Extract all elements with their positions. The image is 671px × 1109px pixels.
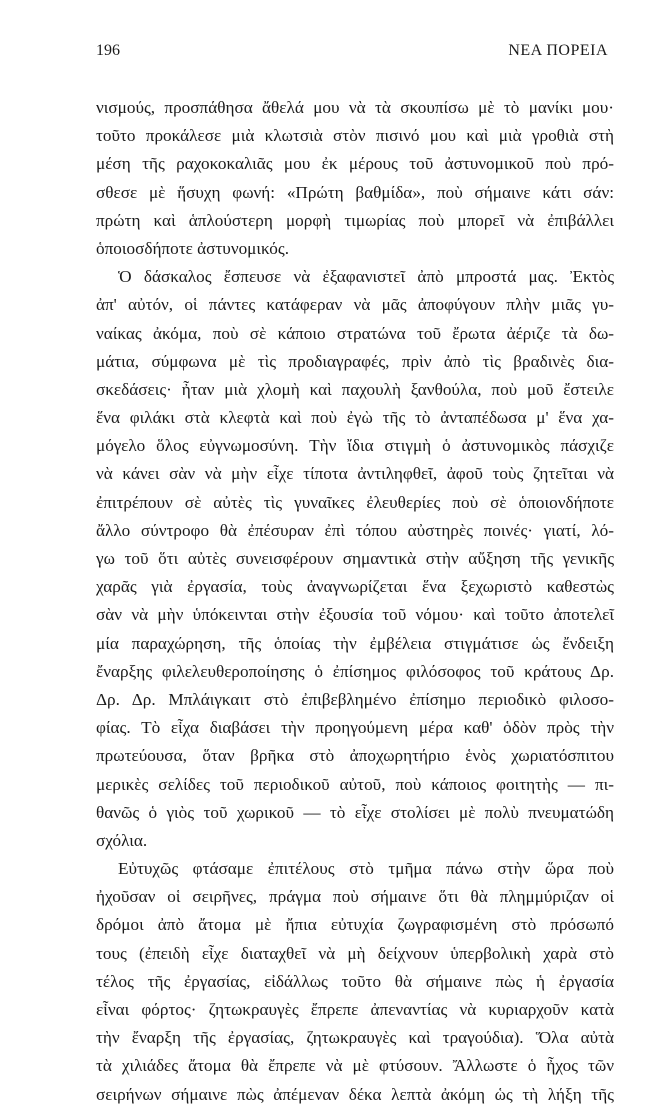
text-line: γω τοῦ ὅτι αὐτὲς συνεισφέρουν σημαντικὰ στὴν αὔξηση τῆς γενικῆς xyxy=(96,549,614,568)
text-line: θανῶς ὁ γιὸς τοῦ χωρικοῦ — τὸ εἶχε στολίσει μὲ πολὺ πνευματώδη xyxy=(96,802,614,822)
page-number: 196 xyxy=(96,42,120,59)
paragraph xyxy=(96,94,614,263)
text-line: μερικὲς σελίδες τοῦ περιοδικοῦ αὐτοῦ, ποὺ κάποιος φοιτητὴς — πι- xyxy=(96,774,614,794)
text-line: σειρήνων σήμαινε πὼς ἀπέμεναν δέκα λεπτὰ ἀκόμη ὡς τὴ λήξη τῆς xyxy=(96,1084,614,1104)
journal-title: ΝΕΑ ΠΟΡΕΙΑ xyxy=(508,42,608,59)
text-line: ὁποιοσδήποτε ἀστυνομικός. xyxy=(96,238,289,258)
text-line: Εὐτυχῶς φτάσαμε ἐπιτέλους στὸ τμῆμα πάνω στὴν ὥρα ποὺ xyxy=(118,859,614,879)
body-text xyxy=(96,94,614,1109)
text-line: ναίκας ἀκόμα, ποὺ σὲ κάποιο στρατώνα τοῦ ἔρωτα ἀέριζε τὰ δω- xyxy=(96,323,614,343)
text-line: ἔναρξης φιλελευθεροποίησης ὁ ἐπίσημος φιλόσοφος τοῦ κράτους Δρ. xyxy=(96,661,614,681)
text-line: σὰν νὰ μὴν ὑπόκεινται στὴν ἐξουσία τοῦ νόμου· καὶ τοῦτο ἀποτελεῖ xyxy=(96,605,614,625)
text-line: τὴν ἔναρξη τῆς ἐργασίας, ζητωκραυγὲς καὶ τραγούδια). Ὅλα αὐτὰ xyxy=(96,1028,614,1048)
text-line: μάτια, σύμφωνα μὲ τὶς προδιαγραφές, πρὶν ἀπὸ τὶς βραδινὲς δια- xyxy=(96,351,614,371)
paragraph xyxy=(96,855,614,1109)
text-line: σκεδάσεις· ἦταν μιὰ χλομὴ καὶ παχουλὴ ξανθούλα, ποὺ μοῦ ἔστειλε xyxy=(96,379,614,399)
text-line: νισμούς, προσπάθησα ἄθελά μου νὰ τὰ σκουπίσω μὲ τὸ μανίκι μου· xyxy=(96,98,614,117)
text-line: μόγελο ὅλος εὐγνωμοσύνη. Τὴν ἴδια στιγμὴ ὁ ἀστυνομικὸς πάσχιζε xyxy=(96,436,614,456)
text-line: χαρᾶς γιὰ ἐργασία, τοὺς ἀναγνωρίζεται ἕνα ξεχωριστὸ καθεστὼς xyxy=(96,577,614,597)
text-line: ἠχοῦσαν οἱ σειρῆνες, πράγμα ποὺ σήμαινε ὅτι θὰ πλημμύριζαν οἱ xyxy=(96,887,614,907)
text-line: τὰ χιλιάδες ἄτομα θὰ ἔπρεπε νὰ μὲ φτύσουν. Ἄλλωστε ὁ ἦχος τῶν xyxy=(96,1056,614,1076)
text-line: μία παραχώρηση, τῆς ὁποίας τὴν ἐμβέλεια στιγμάτισε ὡς ἔνδειξη xyxy=(96,633,614,653)
text-line: ἀπ' αὐτόν, οἱ πάντες κατάφεραν νὰ μᾶς ἀποφύγουν πλὴν μιᾶς γυ- xyxy=(96,295,614,315)
running-head xyxy=(96,42,608,64)
text-line: ἐπιτρέπουν σὲ αὐτὲς τὶς γυναῖκες ἐλευθερίες ποὺ σὲ ὁποιονδήποτε xyxy=(96,492,614,512)
text-line: σθεσε μὲ ἥσυχη φωνή: «Πρώτη βαθμίδα», ποὺ σήμαινε κάτι σάν: xyxy=(96,182,614,202)
text-line: μέση τῆς ραχοκοκαλιᾶς μου ἐκ μέρους τοῦ ἀστυνομικοῦ ποὺ πρό- xyxy=(96,154,614,174)
text-line: σχόλια. xyxy=(96,830,148,850)
paragraph xyxy=(96,263,614,855)
text-line: πρώτη καὶ ἁπλούστερη μορφὴ τιμωρίας ποὺ μπορεῖ νὰ ἐπιβάλλει xyxy=(96,210,614,230)
text-line: τοῦτο προκάλεσε μιὰ κλωτσιὰ στὸν πισινό μου καὶ μιὰ γροθιὰ στὴ xyxy=(96,126,614,146)
text-line: Δρ. Δρ. Μπλάιγκαιτ στὸ ἐπιβεβλημένο ἐπίσημο περιοδικὸ φιλοσο- xyxy=(96,689,614,709)
text-line: φίας. Τὸ εἶχα διαβάσει τὴν προηγούμενη μέρα καθ' ὁδὸν πρὸς τὴν xyxy=(96,718,614,738)
text-line: Ὁ δάσκαλος ἔσπευσε νὰ ἐξαφανιστεῖ ἀπὸ μπροστά μας. Ἐκτὸς xyxy=(118,267,614,287)
text-line: εἶναι φόρτος· ζητωκραυγὲς ἔπρεπε ἀπεναντίας νὰ κυριαρχοῦν κατὰ xyxy=(96,1000,614,1019)
text-line: ἕνα φιλάκι στὰ κλεφτὰ καὶ ποὺ ἐγὼ τῆς τὸ ἀνταπέδωσα μ' ἕνα χα- xyxy=(96,408,614,428)
text-line: τους (ἐπειδὴ εἶχε διαταχθεῖ νὰ μὴ δείχνουν ὑπερβολικὴ χαρὰ στὸ xyxy=(96,943,614,963)
text-line: δρόμοι ἀπὸ ἄτομα μὲ ἤπια εὐτυχία ζωγραφισμένη στὸ πρόσωπό xyxy=(96,915,614,935)
text-line: ἄλλο σύντροφο θὰ ἐπέσυραν ἐπὶ τόπου αὐστηρὲς ποινές· γιατί, λό- xyxy=(96,520,614,540)
text-line: τέλος τῆς ἐργασίας, εἰδάλλως τοῦτο θὰ σήμαινε πὼς ἡ ἐργασία xyxy=(96,971,614,991)
text-line: πρωτεύουσα, ὅταν βρῆκα στὸ ἀποχωρητήριο ἑνὸς χωριατόσπιτου xyxy=(96,746,614,766)
text-line: νὰ κάνει σὰν νὰ μὴν εἶχε τίποτα ἀντιληφθεῖ, ἀφοῦ τοὺς ζητεῖται νὰ xyxy=(96,464,614,484)
